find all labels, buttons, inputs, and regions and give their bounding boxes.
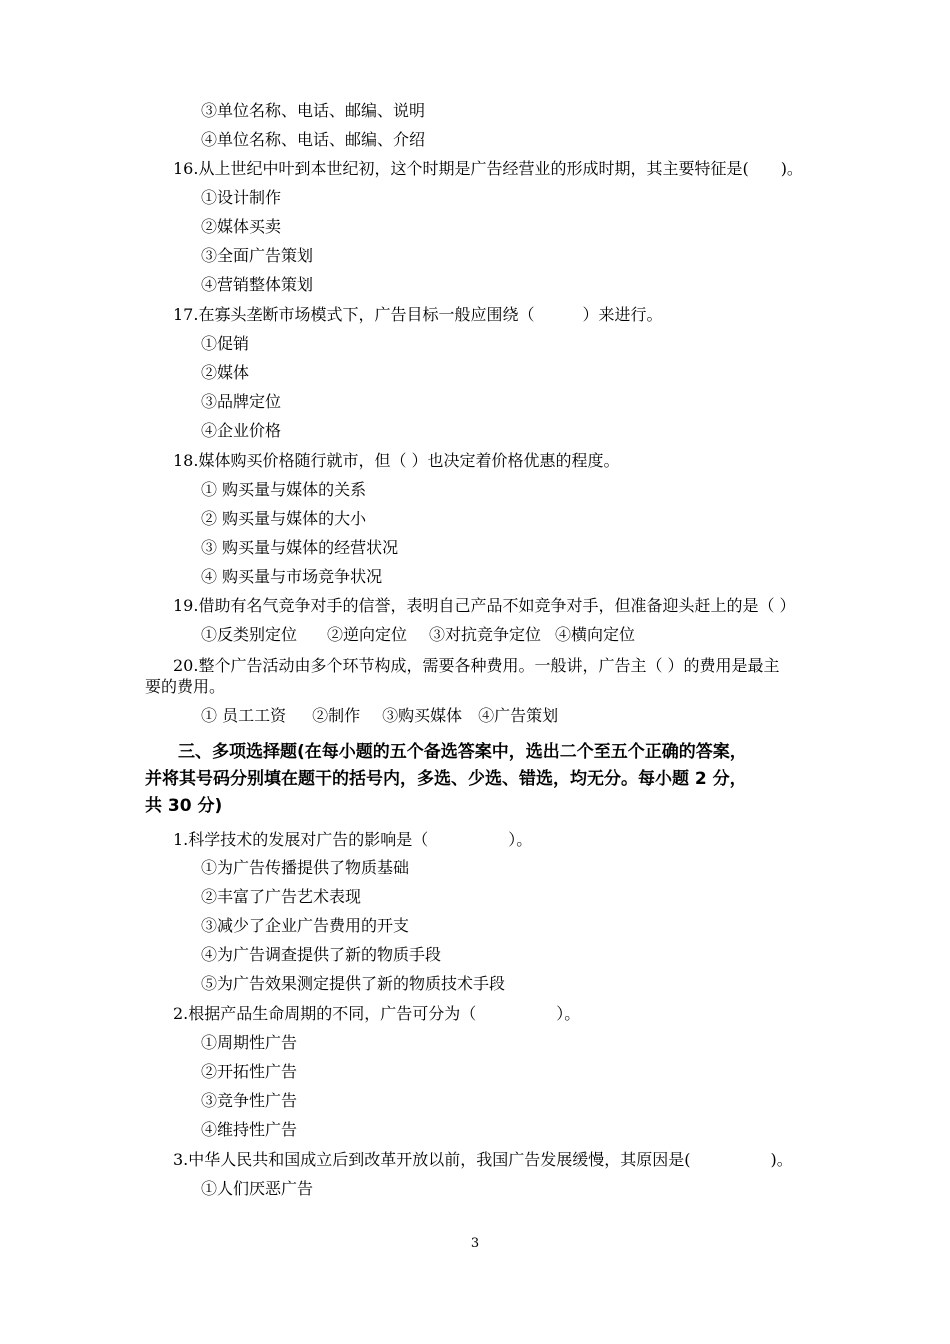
q16-option-1: ①设计制作 (201, 188, 282, 207)
q19-option-1: ①反类别定位 (201, 625, 298, 644)
q16-option-2: ②媒体买卖 (201, 217, 282, 236)
section-3-heading-line-2: 并将其号码分别填在题干的括号内，多选、少选、错选，均无分。每小题 2 分， (145, 769, 747, 789)
q18-option-4: ④ 购买量与市场竞争状况 (201, 567, 383, 586)
m2-option-1: ①周期性广告 (201, 1033, 298, 1052)
question-19: 19.借助有名气竞争对手的信誉，表明自己产品不如竞争对手，但准备迎头赶上的是（ ） (173, 596, 796, 615)
section-3-heading-line-1: 三、多项选择题(在每小题的五个备选答案中，选出二个至五个正确的答案， (178, 742, 747, 762)
q16-option-4: ④营销整体策划 (201, 275, 314, 294)
q17-option-1: ①促销 (201, 334, 250, 353)
m2-option-2: ②开拓性广告 (201, 1062, 298, 1081)
q20-option-1: ① 员工工资 (201, 706, 287, 725)
q20-option-3: ③购买媒体 (382, 706, 463, 725)
m1-option-1: ①为广告传播提供了物质基础 (201, 858, 410, 877)
q18-option-2: ② 购买量与媒体的大小 (201, 509, 367, 528)
m1-option-5: ⑤为广告效果测定提供了新的物质技术手段 (201, 974, 506, 993)
multi-question-1: 1.科学技术的发展对广告的影响是（ ）。 (173, 830, 533, 849)
m2-option-4: ④维持性广告 (201, 1120, 298, 1139)
q19-option-2: ②逆向定位 (327, 625, 408, 644)
q15-option-3: ③单位名称、电话、邮编、说明 (201, 101, 426, 120)
q15-option-4: ④单位名称、电话、邮编、介绍 (201, 130, 426, 149)
q20-option-4: ④广告策划 (478, 706, 559, 725)
q18-option-1: ① 购买量与媒体的关系 (201, 480, 367, 499)
q19-options (201, 625, 649, 645)
question-16: 16.从上世纪中叶到本世纪初，这个时期是广告经营业的形成时期，其主要特征是( )。 (173, 159, 803, 178)
q20-option-2: ②制作 (312, 706, 361, 725)
section-3-heading-line-3: 共 30 分) (145, 796, 223, 816)
question-17: 17.在寡头垄断市场模式下，广告目标一般应围绕（ ）来进行。 (173, 305, 663, 324)
q20-options (201, 706, 572, 726)
m3-option-1: ①人们厌恶广告 (201, 1179, 314, 1198)
m1-option-2: ②丰富了广告艺术表现 (201, 887, 362, 906)
multi-question-3: 3.中华人民共和国成立后到改革开放以前，我国广告发展缓慢，其原因是( )。 (173, 1150, 793, 1169)
page-number: 3 (470, 1236, 480, 1251)
q16-option-3: ③全面广告策划 (201, 246, 314, 265)
m1-option-3: ③减少了企业广告费用的开支 (201, 916, 410, 935)
multi-question-2: 2.根据产品生命周期的不同，广告可分为（ ）。 (173, 1004, 581, 1023)
q17-option-4: ④企业价格 (201, 421, 282, 440)
q17-option-3: ③品牌定位 (201, 392, 282, 411)
q17-option-2: ②媒体 (201, 363, 250, 382)
question-18: 18.媒体购买价格随行就市，但（ ）也决定着价格优惠的程度。 (173, 451, 620, 470)
m1-option-4: ④为广告调查提供了新的物质手段 (201, 945, 442, 964)
question-20-line-1: 20.整个广告活动由多个环节构成，需要各种费用。一般讲，广告主（ ）的费用是最主 (173, 656, 780, 675)
m2-option-3: ③竞争性广告 (201, 1091, 298, 1110)
question-20-line-2: 要的费用。 (145, 677, 226, 696)
q19-option-4: ④横向定位 (555, 625, 636, 644)
q18-option-3: ③ 购买量与媒体的经营状况 (201, 538, 399, 557)
q19-option-3: ③对抗竞争定位 (429, 625, 542, 644)
